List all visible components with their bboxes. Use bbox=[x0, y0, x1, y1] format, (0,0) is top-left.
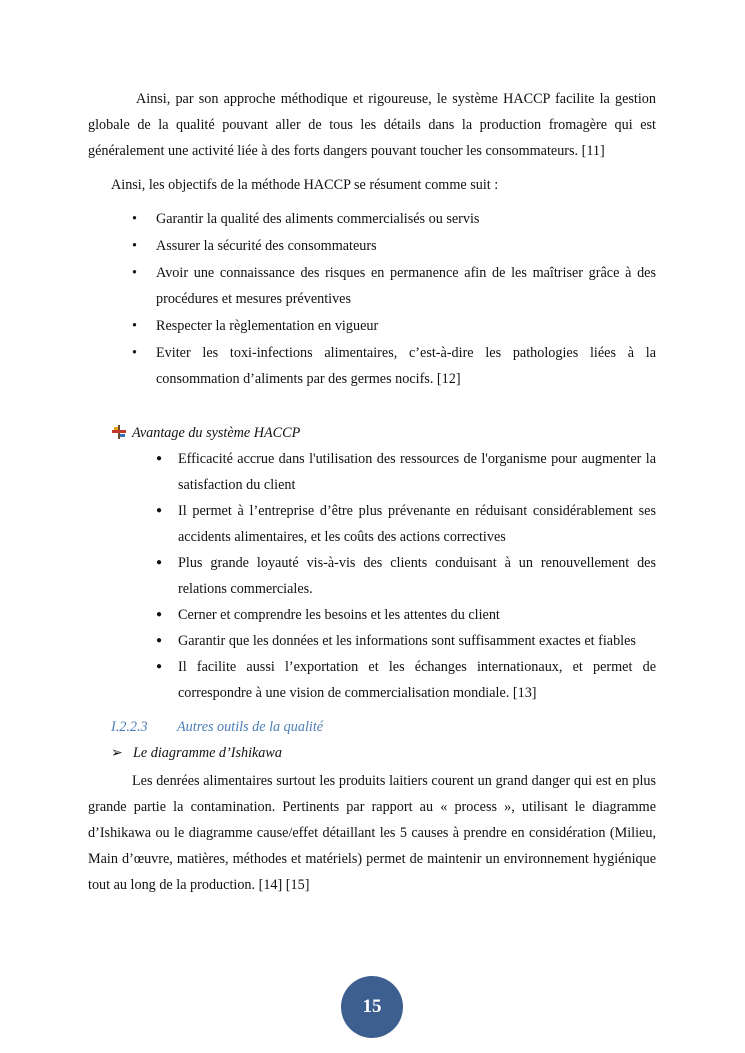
section-title: Autres outils de la qualité bbox=[177, 719, 324, 735]
bullet-icon: • bbox=[132, 345, 137, 361]
flag-bullet-icon bbox=[112, 425, 126, 439]
list-item: ● Garantir que les données et les informations sont suffisamment exactes et fiables bbox=[88, 628, 656, 654]
bullet-icon: • bbox=[132, 211, 137, 227]
list-item: ● Il facilite aussi l’exportation et les échanges internationaux, et permet de correspondre à une vision de commercialisation mondiale. [13] bbox=[88, 654, 656, 706]
list-item: ● Plus grande loyauté vis-à-vis des clients conduisant à un renouvellement des relations commerciales. bbox=[88, 550, 656, 602]
section-number: I.2.2.3 bbox=[111, 719, 148, 735]
arrow-bullet-icon: ➢ bbox=[111, 745, 123, 761]
bullet-icon: ● bbox=[156, 453, 163, 464]
page-number-badge: 15 bbox=[341, 976, 403, 1038]
subsection-heading: ➢ Le diagramme d’Ishikawa bbox=[88, 740, 656, 766]
bullet-icon: ● bbox=[156, 557, 163, 568]
bullet-icon: • bbox=[132, 265, 137, 281]
ishikawa-paragraph: Les denrées alimentaires surtout les produits laitiers courent un grand danger qui est en plus grande partie la contamination. Pertinents par rapport au « process », utilisant le diagramme d’Ishikawa ou le diagramme cause/effet détaillant les 5 causes à prendre en considération (Milieu, Main d’œuvre, matières, méthodes et matériels) permet de maintenir un environnement hygiénique tout au long de la production. [14] [15] bbox=[88, 773, 656, 893]
document-page bbox=[88, 86, 656, 898]
list-item: • Eviter les toxi-infections alimentaires, c’est-à-dire les pathologies liées à la consommation d’aliments par des germes nocifs. [12] bbox=[88, 340, 656, 392]
advantages-heading: Avantage du système HACCP bbox=[88, 420, 656, 446]
section-heading bbox=[88, 714, 656, 740]
list-item: • Avoir une connaissance des risques en permanence afin de les maîtriser grâce à des procédures et mesures préventives bbox=[88, 260, 656, 312]
list-item: • Garantir la qualité des aliments commercialisés ou servis bbox=[88, 206, 656, 232]
bullet-icon: • bbox=[132, 318, 137, 334]
bullet-icon: ● bbox=[156, 661, 163, 672]
bullet-icon: ● bbox=[156, 635, 163, 646]
list-item: • Assurer la sécurité des consommateurs bbox=[88, 233, 656, 259]
bullet-icon: • bbox=[132, 238, 137, 254]
list-item: • Respecter la règlementation en vigueur bbox=[88, 313, 656, 339]
list-item: ● Il permet à l’entreprise d’être plus prévenante en réduisant considérablement ses accidents alimentaires, et les coûts des actions correctives bbox=[88, 498, 656, 550]
intro-paragraph: Ainsi, par son approche méthodique et rigoureuse, le système HACCP facilite la gestion globale de la qualité pouvant aller de tous les détails dans la production fromagère qui est généralement une activité liée à des forts dangers pouvant toucher les consommateurs. [11] bbox=[88, 91, 656, 159]
advantages-list bbox=[88, 446, 656, 706]
bullet-icon: ● bbox=[156, 505, 163, 516]
list-item: ● Cerner et comprendre les besoins et les attentes du client bbox=[88, 602, 656, 628]
objectives-list bbox=[88, 206, 656, 392]
objectives-intro: Ainsi, les objectifs de la méthode HACCP se résument comme suit : bbox=[111, 177, 499, 193]
bullet-icon: ● bbox=[156, 609, 163, 620]
list-item: ● Efficacité accrue dans l'utilisation des ressources de l'organisme pour augmenter la satisfaction du client bbox=[88, 446, 656, 498]
